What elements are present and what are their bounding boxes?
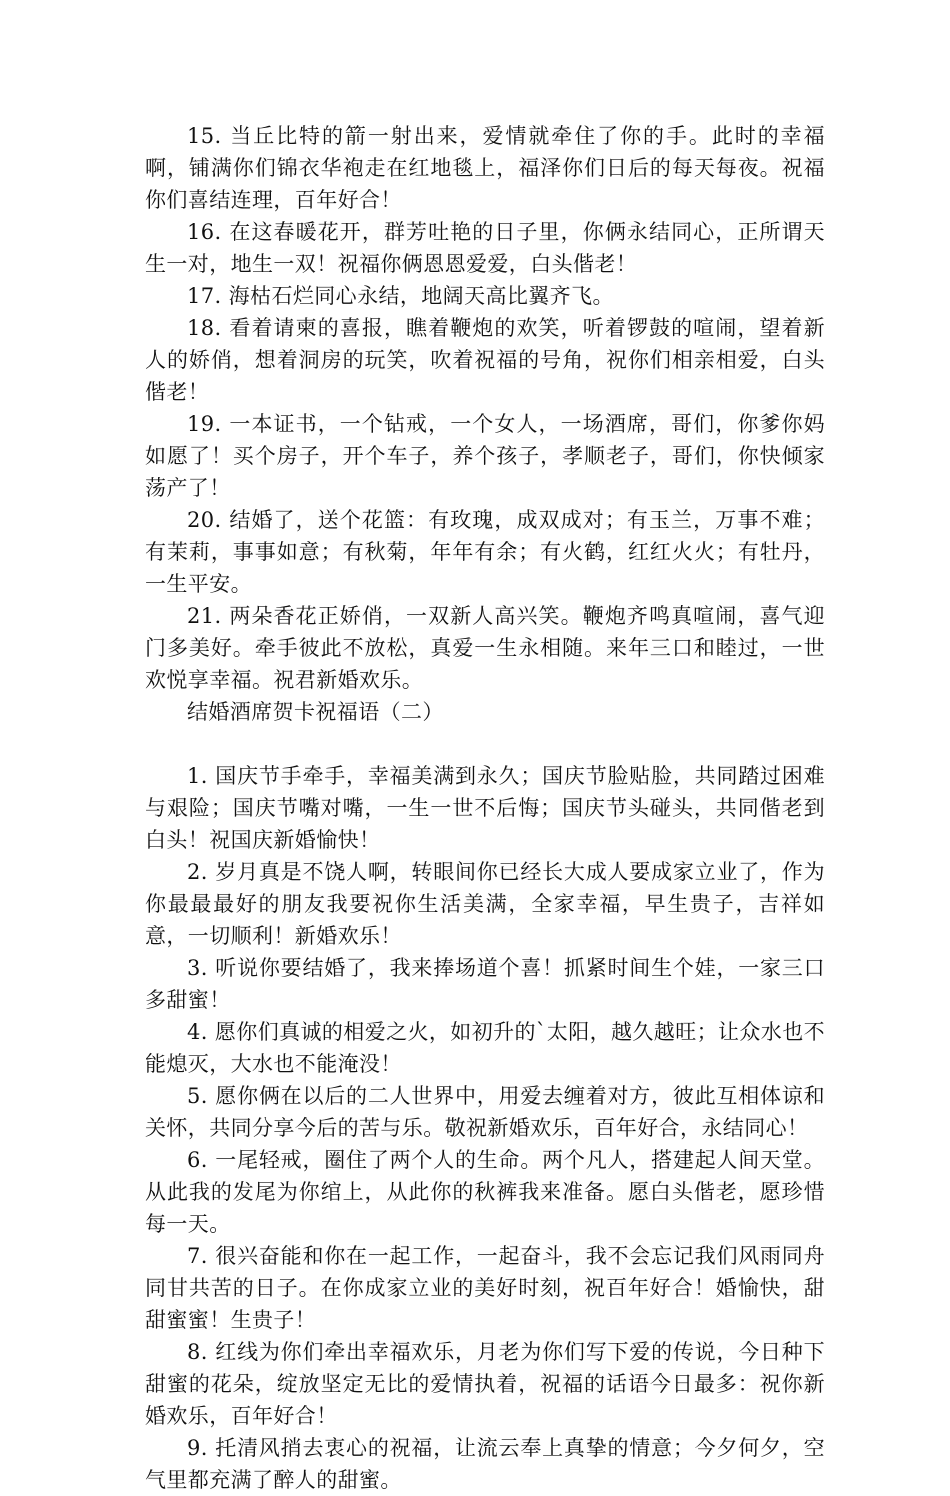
section-heading: 结婚酒席贺卡祝福语（二） (187, 700, 444, 724)
paragraph-5: 5. 愿你俩在以后的二人世界中，用爱去缠着对方，彼此互相体谅和关怀，共同分享今后的苦与乐。敬祝新婚欢乐，百年好合，永结同心！ (145, 1084, 825, 1140)
blank-line (145, 728, 825, 760)
paragraph-20: 20. 结婚了，送个花篮：有玫瑰，成双成对；有玉兰，万事不难；有茉莉，事事如意；有秋菊，年年有余；有火鹤，红红火火；有牡丹，一生平安。 (145, 508, 825, 596)
paragraph-9: 9. 托清风捎去衷心的祝福，让流云奉上真挚的情意；今夕何夕，空气里都充满了醉人的甜蜜。 (145, 1436, 825, 1492)
paragraph-1: 1. 国庆节手牵手，幸福美满到永久；国庆节脸贴脸，共同踏过困难与艰险；国庆节嘴对嘴，一生一世不后悔；国庆节头碰头，共同偕老到白头！祝国庆新婚愉快！ (145, 764, 825, 852)
paragraph-18: 18. 看着请柬的喜报，瞧着鞭炮的欢笑，听着锣鼓的喧闹，望着新人的娇俏，想着洞房的玩笑，吹着祝福的号角，祝你们相亲相爱，白头偕老！ (145, 316, 825, 404)
paragraph-15: 15. 当丘比特的箭一射出来，爱情就牵住了你的手。此时的幸福啊，铺满你们锦衣华袍走在红地毯上，福泽你们日后的每天每夜。祝福你们喜结连理，百年好合！ (145, 124, 825, 212)
paragraph-17: 17. 海枯石烂同心永结，地阔天高比翼齐飞。 (187, 284, 614, 308)
paragraph-19: 19. 一本证书，一个钻戒，一个女人，一场酒席，哥们，你爹你妈如愿了！买个房子，开个车子，养个孩子，孝顺老子，哥们，你快倾家荡产了！ (145, 412, 825, 500)
paragraph-3: 3. 听说你要结婚了，我来捧场道个喜！抓紧时间生个娃，一家三口多甜蜜！ (145, 956, 825, 1012)
paragraph-7: 7. 很兴奋能和你在一起工作，一起奋斗，我不会忘记我们风雨同舟同甘共苦的日子。在你成家立业的美好时刻，祝百年好合！婚愉快，甜甜蜜蜜！生贵子！ (145, 1244, 825, 1332)
paragraph-6: 6. 一尾轻戒，圈住了两个人的生命。两个凡人，搭建起人间天堂。从此我的发尾为你绾上，从此你的秋裤我来准备。愿白头偕老，愿珍惜每一天。 (145, 1148, 825, 1236)
paragraph-8: 8. 红线为你们牵出幸福欢乐，月老为你们写下爱的传说，今日种下甜蜜的花朵，绽放坚定无比的爱情执着，祝福的话语今日最多：祝你新婚欢乐，百年好合！ (145, 1340, 825, 1428)
document-page (145, 120, 825, 1496)
paragraph-4: 4. 愿你们真诚的相爱之火，如初升的`太阳，越久越旺；让众水也不能熄灭，大水也不能淹没！ (145, 1020, 826, 1076)
paragraph-2: 2. 岁月真是不饶人啊，转眼间你已经长大成人要成家立业了，作为你最最最好的朋友我要祝你生活美满，全家幸福，早生贵子，吉祥如意，一切顺利！新婚欢乐！ (145, 860, 825, 948)
paragraph-16: 16. 在这春暖花开，群芳吐艳的日子里，你俩永结同心，正所谓天生一对，地生一双！祝福你俩恩恩爱爱，白头偕老！ (145, 220, 825, 276)
paragraph-21: 21. 两朵香花正娇俏，一双新人高兴笑。鞭炮齐鸣真喧闹，喜气迎门多美好。牵手彼此不放松，真爱一生永相随。来年三口和睦过，一世欢悦享幸福。祝君新婚欢乐。 (145, 604, 825, 692)
